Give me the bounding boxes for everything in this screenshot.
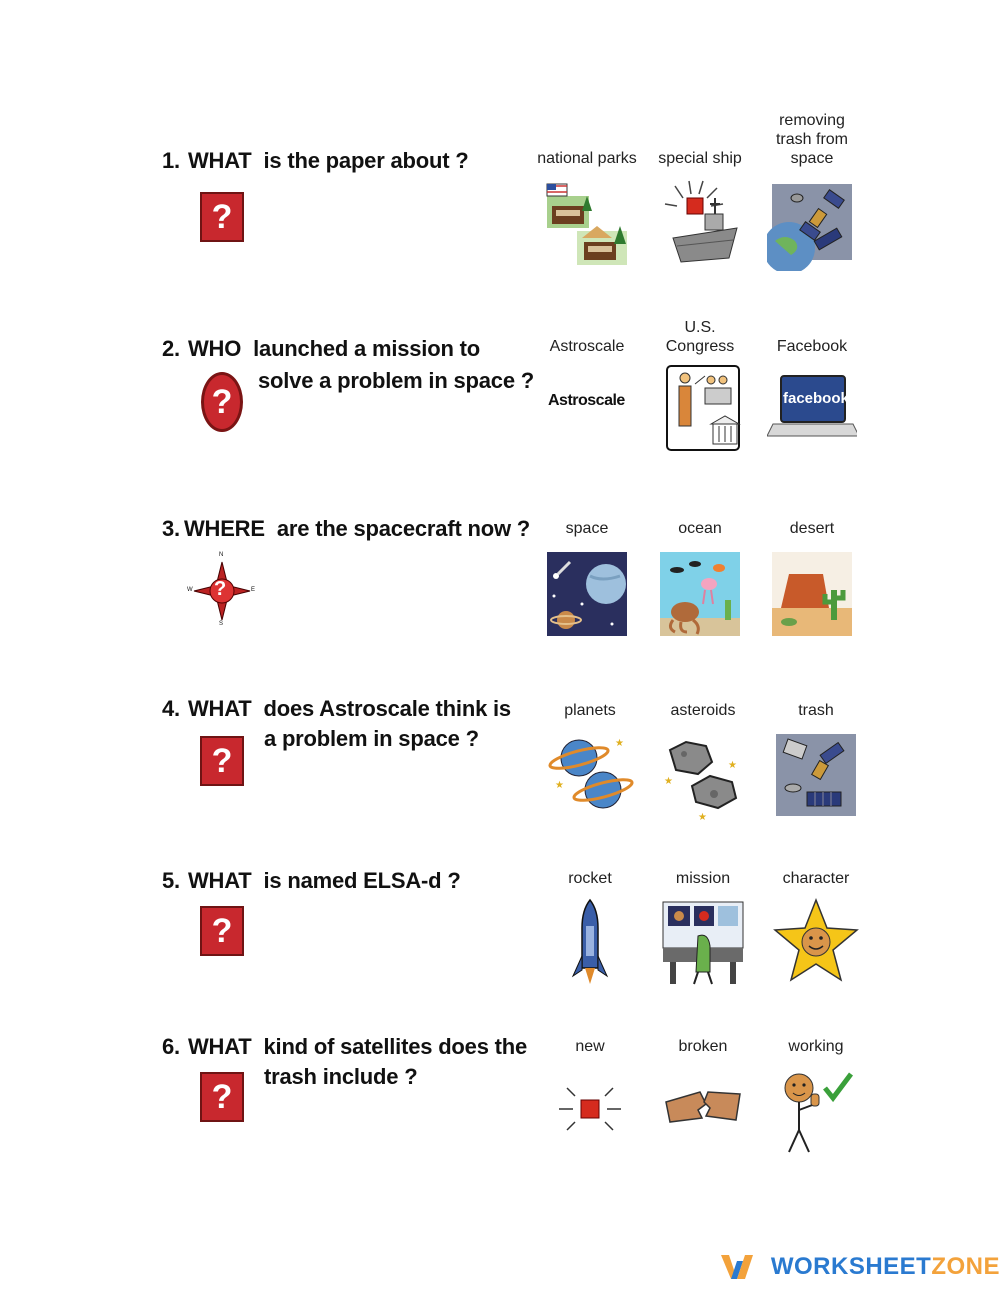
- option-facebook[interactable]: [762, 296, 862, 454]
- asteroids-icon: [658, 728, 748, 823]
- compass-question-mark: ?: [214, 578, 227, 600]
- option-label: character: [782, 870, 850, 887]
- new-shiny-icon: [545, 1064, 635, 1154]
- option-astroscale[interactable]: [537, 296, 637, 454]
- question-number: 1.: [162, 148, 180, 173]
- option-label: desert: [789, 520, 835, 537]
- space-trash-removal-icon: [767, 176, 857, 266]
- space-scene-icon: [542, 546, 632, 636]
- option-rocket[interactable]: [540, 828, 640, 986]
- question-2-line-2: solve a problem in space ?: [258, 368, 535, 393]
- mission-control-icon: [658, 896, 748, 986]
- compass-south-label: S: [219, 621, 224, 627]
- option-asteroids[interactable]: [653, 660, 753, 823]
- question-text: is the paper about ?: [263, 148, 469, 173]
- question-wh-word: WHAT: [187, 868, 252, 893]
- option-label: national parks: [537, 150, 637, 167]
- congress-icon: [655, 364, 745, 454]
- desert-scene-icon: [767, 546, 857, 636]
- question-number: 5.: [162, 868, 180, 893]
- svg-text:★: ★: [555, 780, 564, 791]
- svg-text:★: ★: [698, 812, 707, 823]
- question-text: are the spacecraft now ?: [276, 516, 531, 541]
- question-box-icon: ?: [200, 1072, 244, 1122]
- question-text: launched a mission to: [253, 336, 480, 361]
- question-circle-icon: ?: [201, 372, 243, 432]
- option-label: new: [575, 1038, 605, 1055]
- question-compass-icon: [187, 552, 256, 627]
- question-box-icon: ?: [200, 192, 244, 242]
- option-label: working: [788, 1038, 844, 1055]
- question-number: 4.: [162, 696, 180, 721]
- question-5-line-1: [162, 868, 461, 894]
- question-text: does Astroscale think is: [263, 696, 511, 721]
- svg-text:★: ★: [728, 760, 737, 771]
- broken-icon: [658, 1064, 748, 1154]
- question-text: kind of satellites does the: [263, 1034, 528, 1059]
- option-label: U.S. Congress: [665, 319, 735, 355]
- question-wh-word: WHAT: [187, 696, 252, 721]
- facebook-laptop-icon: [767, 364, 857, 454]
- option-label: special ship: [658, 150, 742, 167]
- question-number: 2.: [162, 336, 180, 361]
- astroscale-logo-text: Astroscale: [548, 392, 625, 409]
- svg-text:★: ★: [664, 776, 673, 787]
- option-label: asteroids: [670, 702, 736, 719]
- option-ocean[interactable]: [650, 478, 750, 636]
- option-label: removing trash from space: [775, 112, 848, 167]
- question-box-icon: ?: [200, 906, 244, 956]
- planets-icon: [545, 728, 635, 818]
- option-desert[interactable]: [762, 478, 862, 636]
- question-text: is named ELSA-d ?: [263, 868, 461, 893]
- astroscale-logo-icon: [542, 364, 632, 454]
- option-label: trash: [798, 702, 834, 719]
- working-person-icon: [771, 1064, 861, 1154]
- option-label: broken: [678, 1038, 728, 1055]
- option-removing-trash-from-space[interactable]: [762, 108, 862, 266]
- question-1-line-1: [162, 148, 469, 174]
- option-planets[interactable]: [540, 660, 640, 818]
- question-number: 6.: [162, 1034, 180, 1059]
- question-4-line-2: a problem in space ?: [264, 726, 479, 751]
- star-character-icon: [771, 896, 861, 986]
- question-wh-word: WHAT: [187, 1034, 252, 1059]
- worksheetzone-wordmark: [771, 1253, 1000, 1281]
- option-working[interactable]: [766, 996, 866, 1154]
- svg-text:★: ★: [615, 738, 624, 749]
- option-character[interactable]: [766, 828, 866, 986]
- space-trash-icon: [771, 728, 861, 818]
- option-us-congress[interactable]: [650, 296, 750, 454]
- question-3-line-1: [162, 516, 530, 542]
- option-label: Facebook: [776, 338, 848, 355]
- option-space[interactable]: [537, 478, 637, 636]
- compass-east-label: E: [251, 587, 256, 593]
- rocket-icon: [545, 896, 635, 986]
- question-2-line-1: [162, 336, 480, 362]
- question-wh-word: WHAT: [187, 148, 252, 173]
- brand-name-part2: ZONE: [931, 1253, 1000, 1280]
- worksheetzone-logo-icon: [721, 1253, 759, 1281]
- question-4-line-1: [162, 696, 511, 722]
- option-label: Astroscale: [549, 338, 625, 355]
- option-label: ocean: [678, 520, 722, 537]
- option-trash[interactable]: [766, 660, 866, 818]
- option-label: rocket: [568, 870, 612, 887]
- compass-west-label: W: [187, 587, 193, 593]
- question-box-icon: ?: [200, 736, 244, 786]
- worksheetzone-brand[interactable]: [721, 1253, 1000, 1281]
- national-parks-icon: [542, 176, 632, 266]
- option-label: mission: [675, 870, 731, 887]
- option-broken[interactable]: [653, 996, 753, 1154]
- compass-north-label: N: [219, 552, 224, 558]
- option-mission[interactable]: [653, 828, 753, 986]
- option-special-ship[interactable]: [650, 108, 750, 266]
- option-label: planets: [564, 702, 616, 719]
- question-wh-word: WHERE: [183, 516, 265, 541]
- option-national-parks[interactable]: [537, 108, 637, 266]
- facebook-logo-text: facebook: [783, 390, 849, 407]
- option-new[interactable]: [540, 996, 640, 1154]
- question-number: 3.: [162, 516, 180, 541]
- question-6-line-1: [162, 1034, 527, 1060]
- option-label: space: [565, 520, 609, 537]
- special-ship-icon: [655, 176, 745, 266]
- question-wh-word: WHO: [187, 336, 242, 361]
- ocean-scene-icon: [655, 546, 745, 636]
- brand-name-part1: WORKSHEET: [770, 1253, 932, 1280]
- question-6-line-2: trash include ?: [264, 1064, 418, 1089]
